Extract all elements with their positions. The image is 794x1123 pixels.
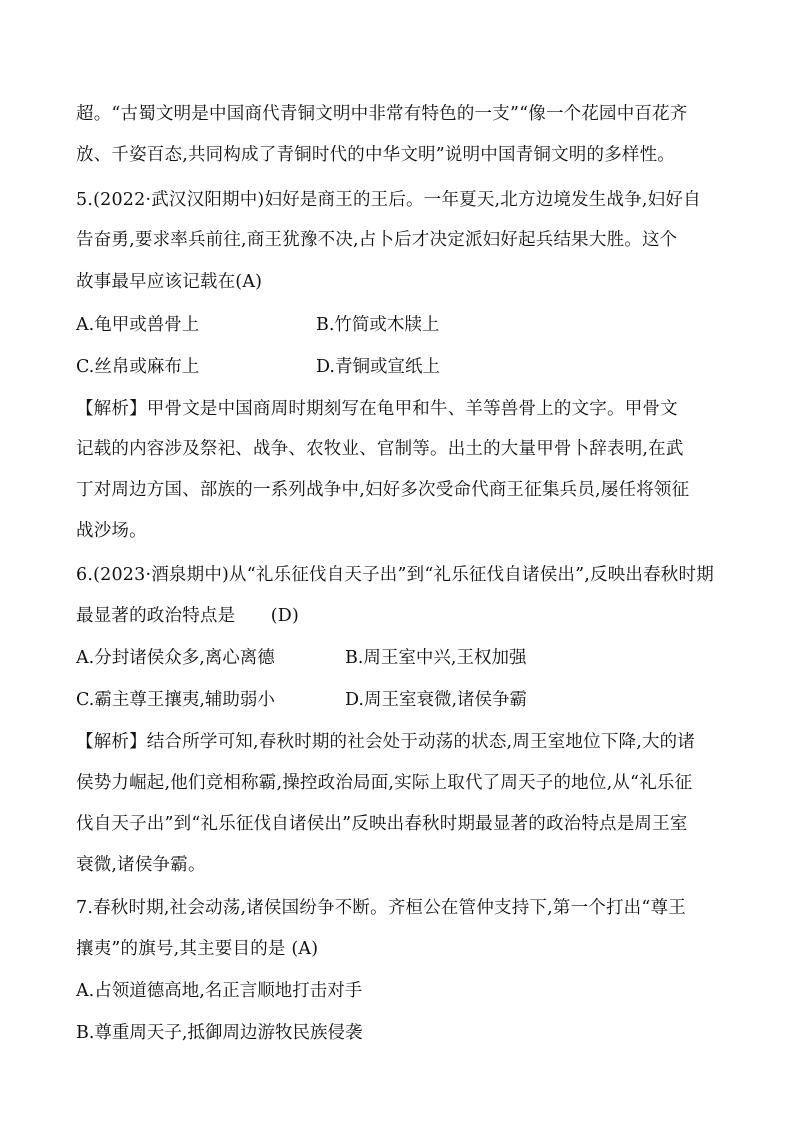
q5-analysis: 丁对周边方国、部族的一系列战争中,妇好多次受命代商王征集兵员,屡任将领征 [76, 480, 690, 500]
q6-option-a: A.分封诸侯众多,离心离德 [76, 648, 275, 668]
text-line: 放、千姿百态,共同构成了青铜时代的中华文明”说明中国青铜文明的多样性。 [76, 145, 676, 165]
q7-option-b: B.尊重周天子,抵御周边游牧民族侵袭 [76, 1023, 363, 1043]
q6-analysis: 衰微,诸侯争霸。 [76, 855, 206, 875]
q7-option-a: A.占领道德高地,名正言顺地打击对手 [76, 981, 363, 1001]
question-5-stem: 告奋勇,要求率兵前往,商王犹豫不决,占卜后才决定派妇好起兵结果大胜。这个 [76, 230, 678, 250]
text-line: 超。“古蜀文明是中国商代青铜文明中非常有特色的一支”“像一个花园中百花齐 [76, 104, 688, 124]
q5-analysis: 【解析】甲骨文是中国商周时期刻写在龟甲和牛、羊等兽骨上的文字。甲骨文 [76, 399, 678, 419]
question-7-stem: 7.春秋时期,社会动荡,诸侯国纷争不断。齐桓公在管仲支持下,第一个打出“尊王 [76, 898, 686, 918]
q5-analysis: 战沙场。 [76, 521, 147, 541]
q5-analysis: 记载的内容涉及祭祀、战争、农牧业、官制等。出土的大量甲骨卜辞表明,在武 [76, 439, 684, 459]
q5-option-b: B.竹简或木牍上 [316, 315, 440, 335]
q6-analysis: 侯势力崛起,他们竞相称霸,操控政治局面,实际上取代了周天子的地位,从“礼乐征 [76, 773, 693, 793]
q5-option-d: D.青铜或宣纸上 [316, 357, 440, 377]
q5-option-a: A.龟甲或兽骨上 [76, 315, 200, 335]
q6-analysis: 伐自天子出”到“礼乐征伐自诸侯出”反映出春秋时期最显著的政治特点是周王室 [76, 814, 688, 834]
question-6-stem: 最显著的政治特点是 (D) [76, 606, 299, 626]
q6-option-d: D.周王室衰微,诸侯争霸 [345, 690, 528, 710]
q6-analysis: 【解析】结合所学可知,春秋时期的社会处于动荡的状态,周王室地位下降,大的诸 [76, 732, 696, 752]
question-5-stem: 故事最早应该记载在(A) [76, 272, 263, 292]
q6-option-b: B.周王室中兴,王权加强 [345, 648, 527, 668]
question-6-stem: 6.(2023·酒泉期中)从“礼乐征伐自天子出”到“礼乐征伐自诸侯出”,反映出春秋时期 [76, 565, 714, 585]
q5-option-c: C.丝帛或麻布上 [76, 357, 200, 377]
q6-option-c: C.霸主尊王攘夷,辅助弱小 [76, 690, 275, 710]
question-5-stem: 5.(2022·武汉汉阳期中)妇好是商王的王后。一年夏天,北方边境发生战争,妇好自 [76, 190, 701, 210]
question-7-stem: 攘夷”的旗号,其主要目的是 (A) [76, 939, 319, 959]
